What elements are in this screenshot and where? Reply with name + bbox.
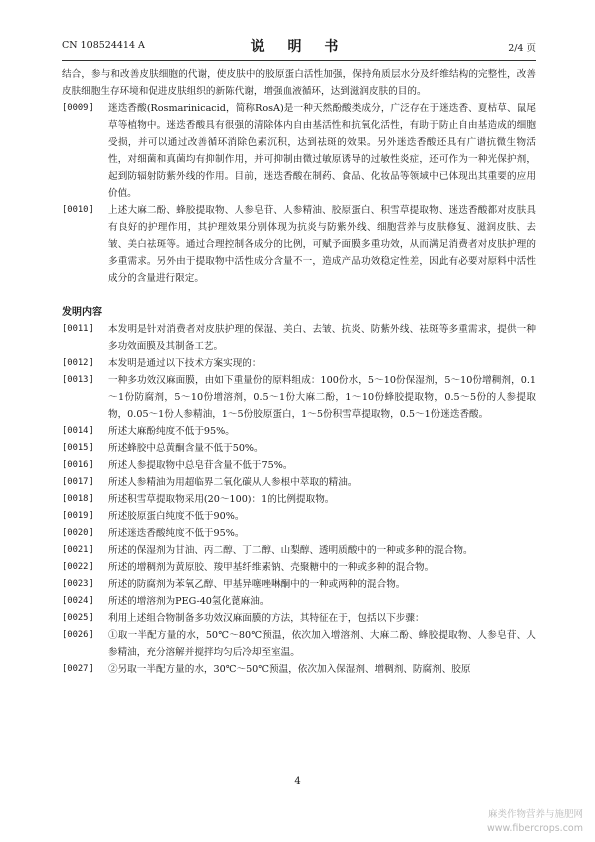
paragraph-0014	[62, 423, 536, 440]
paragraph-0009	[62, 100, 536, 202]
paragraph-0025	[62, 610, 536, 627]
paragraph-text: 上述大麻二酚、蜂胶提取物、人参皂苷、人参精油、胶原蛋白、积雪草提取物、迷迭香酸都对皮肤具有良好的护理作用，其护理效果分别体现为抗炎与防紫外线、细胞营养与皮肤修复、滋润皮肤、去皱、美白祛斑等。通过合理控制各成分的比例，可赋予面膜多重功效，从而满足消费者对皮肤护理的多重需求。另外由于提取物中活性成分含量不一，造成产品功效稳定性差，因此有必要对原料中活性成分的含量进行限定。	[108, 205, 536, 284]
paragraph-text: ①取一半配方量的水，50℃～80℃预温，依次加入增溶剂、大麻二酚、蜂胶提取物、人参皂苷、人参精油，充分溶解并搅拌均匀后冷却至室温。	[108, 630, 536, 658]
paragraph-number: [0023]	[62, 579, 94, 589]
paragraph-number: [0025]	[62, 613, 94, 623]
paragraph-text: 所述蜂胶中总黄酮含量不低于50%。	[108, 443, 264, 454]
paragraph-0027	[62, 661, 536, 678]
paragraph-number: [0016]	[62, 460, 94, 470]
paragraph-number: [0027]	[62, 664, 94, 674]
paragraph-0020	[62, 525, 536, 542]
paragraph-text: 本发明是针对消费者对皮肤护理的保湿、美白、去皱、抗炎、防紫外线、祛斑等多重需求，提供一种多功效面膜及其制备工艺。	[108, 324, 536, 352]
paragraph-text: 一种多功效汉麻面膜，由如下重量份的原料组成：100份水，5～10份保湿剂，5～10份增稠剂，0.1～1份防腐剂，5～10份增溶剂，0.5～1份大麻二酚，1～10份蜂胶提取物，0.5～5份的人参提取物，0.05～1份人参精油，1～5份胶原蛋白，1～5份积雪草提取物，0.5～1份迷迭香酸。	[108, 375, 536, 420]
watermark-url: www.fibercrops.com	[486, 823, 583, 834]
paragraph-text: 本发明是通过以下技术方案实现的：	[108, 358, 262, 369]
paragraph-number: [0022]	[62, 562, 94, 572]
paragraph-number: [0024]	[62, 596, 94, 606]
paragraph-text: 所述胶原蛋白纯度不低于90%。	[108, 511, 245, 522]
intro-paragraph: 结合，参与和改善皮肤细胞的代谢，使皮肤中的胶原蛋白活性加强，保持角质层水分及纤维结构的完整性，改善皮肤细胞生存环境和促进皮肤组织的新陈代谢，增强血液循环，达到滋润皮肤的目的。	[62, 69, 536, 97]
paragraph-0013	[62, 372, 536, 423]
paragraph-text: ②另取一半配方量的水，30℃～50℃预温，依次加入保湿剂、增稠剂、防腐剂、胶原	[108, 664, 471, 675]
paragraph-0010	[62, 202, 536, 287]
doc-number: CN 108524414 A	[62, 40, 145, 51]
paragraph-number: [0015]	[62, 443, 94, 453]
document-body	[62, 66, 536, 678]
paragraph-0012	[62, 355, 536, 372]
paragraph-number: [0020]	[62, 528, 94, 538]
paragraph-text: 所述人参提取物中总皂苷含量不低于75%。	[108, 460, 293, 471]
paragraph-number: [0009]	[62, 103, 94, 113]
paragraph-0016	[62, 457, 536, 474]
page-header	[62, 36, 536, 58]
paragraph-0019	[62, 508, 536, 525]
paragraph-0011	[62, 321, 536, 355]
paragraph-0022	[62, 559, 536, 576]
paragraph-text: 所述的防腐剂为苯氧乙醇、甲基异噻唑啉酮中的一种或两种的混合物。	[108, 579, 406, 590]
paragraph-text: 所述迷迭香酸纯度不低于95%。	[108, 528, 245, 539]
paragraph-text: 所述的保湿剂为甘油、丙二醇、丁二醇、山梨醇、透明质酸中的一种或多种的混合物。	[108, 545, 473, 556]
paragraph-0017	[62, 474, 536, 491]
header-rule	[62, 60, 536, 61]
paragraph-text: 所述人参精油为用超临界二氧化碳从人参根中萃取的精油。	[108, 477, 358, 488]
paragraph-0026	[62, 627, 536, 661]
paragraph-0023	[62, 576, 536, 593]
page-info: 2/4 页	[508, 43, 536, 54]
paragraph-text: 迷迭香酸(Rosmarinicacid，简称RosA)是一种天然酚酸类成分，广泛存在于迷迭香、夏枯草、鼠尾草等植物中。迷迭香酸具有很强的清除体内自由基活性和抗氧化活性，有助于防止自由基造成的细胞受损，并可以通过改善循环消除色素沉积，达到祛斑的效果。另外迷迭香酸还具有广谱抗微生物活性，对细菌和真菌均有抑制作用，并可抑制由微过敏原诱导的过敏性炎症，还可作为一种光保护剂，起到防辐射防紫外线的作用。目前，迷迭香酸在制药、食品、化妆品等领域中已体现出其重要的应用价值。	[108, 103, 536, 199]
paragraph-text: 所述的增溶剂为PEG-40氢化蓖麻油。	[108, 596, 270, 607]
paragraph-0024	[62, 593, 536, 610]
paragraph-0015	[62, 440, 536, 457]
paragraph-text: 所述积雪草提取物采用(20～100)：1的比例提取物。	[108, 494, 335, 505]
paragraph-number: [0021]	[62, 545, 94, 555]
paragraph-0018	[62, 491, 536, 508]
watermark	[487, 808, 583, 836]
paragraph-number: [0017]	[62, 477, 94, 487]
paragraph-number: [0012]	[62, 358, 94, 368]
paragraph-number: [0011]	[62, 324, 94, 334]
page-title: 说 明 书	[250, 39, 348, 55]
section-heading: 发明内容	[62, 307, 102, 318]
paragraph-number: [0019]	[62, 511, 94, 521]
watermark-site-name: 麻类作物营养与施肥网	[487, 809, 583, 820]
paragraph-text: 所述的增稠剂为黄原胶、羧甲基纤维素钠、壳聚糖中的一种或多种的混合物。	[108, 562, 435, 573]
page-number: 4	[294, 776, 301, 787]
paragraph-text: 利用上述组合物制备多功效汉麻面膜的方法，其特征在于，包括以下步骤：	[108, 613, 425, 624]
paragraph-0021	[62, 542, 536, 559]
paragraph-number: [0014]	[62, 426, 94, 436]
paragraph-number: [0013]	[62, 375, 94, 385]
paragraph-number: [0018]	[62, 494, 94, 504]
paragraph-number: [0010]	[62, 205, 94, 215]
paragraph-text: 所述大麻酚纯度不低于95%。	[108, 426, 235, 437]
paragraph-number: [0026]	[62, 630, 94, 640]
